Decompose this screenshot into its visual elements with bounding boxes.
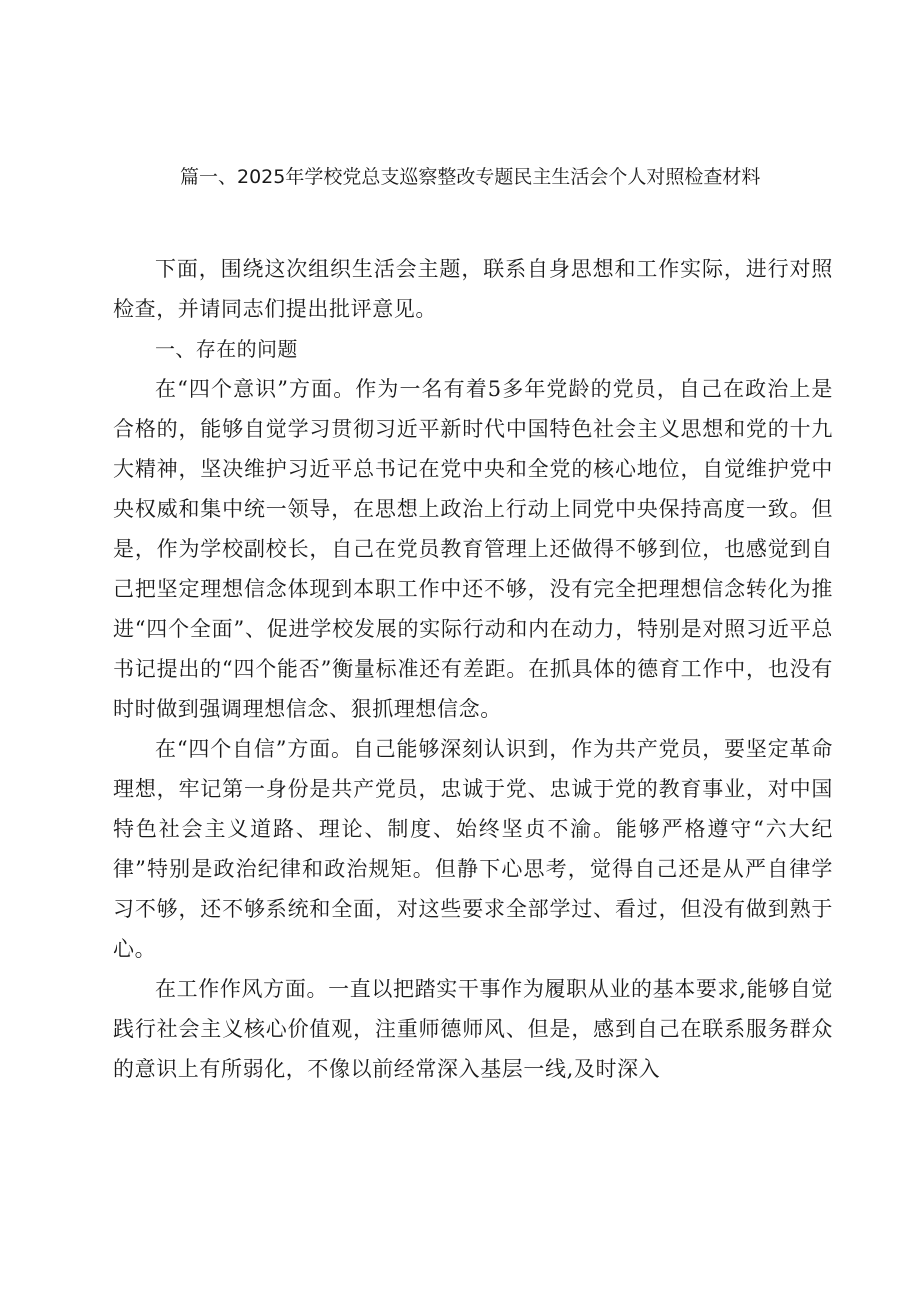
section-heading: 一、存在的问题: [155, 337, 298, 361]
document-body: [113, 249, 833, 1089]
document-title: 篇一、2025年学校党总支巡察整改专题民主生活会个人对照检查材料: [180, 166, 761, 188]
intro-paragraph: 下面，围绕这次组织生活会主题，联系自身思想和工作实际，进行对照检查，并请同志们提出批评意见。: [113, 257, 833, 321]
paragraph-four-consciousness: 在“四个意识”方面。作为一名有着5多年党龄的党员，自己在政治上是合格的，能够自觉学习贯彻习近平新时代中国特色社会主义思想和党的十九大精神，坚决维护习近平总书记在党中央和全党的核心地位，自觉维护党中央权威和集中统一领导，在思想上政治上行动上同党中央保持高度一致。但是，作为学校副校长，自己在党员教育管理上还做得不够到位，也感觉到自己把坚定理想信念体现到本职工作中还不够，没有完全把理想信念转化为推进“四个全面”、促进学校发展的实际行动和内在动力，特别是对照习近平总书记提出的“四个能否”衡量标准还有差距。在抓具体的德育工作中，也没有时时做到强调理想信念、狠抓理想信念。: [113, 377, 833, 721]
paragraph-work-style: 在工作作风方面。一直以把踏实干事作为履职从业的基本要求,能够自觉践行社会主义核心价值观，注重师德师风、但是，感到自己在联系服务群众的意识上有所弱化，不像以前经常深入基层一线,及时深入: [113, 977, 833, 1081]
paragraph-four-confidence: 在“四个自信”方面。自己能够深刻认识到，作为共产党员，要坚定革命理想，牢记第一身份是共产党员，忠诚于党、忠诚于党的教育事业，对中国特色社会主义道路、理论、制度、始终坚贞不渝。能够严格遵守“六大纪律”特别是政治纪律和政治规矩。但静下心思考，觉得自己还是从严自律学习不够，还不够系统和全面，对这些要求全部学过、看过，但没有做到熟于心。: [113, 737, 833, 961]
